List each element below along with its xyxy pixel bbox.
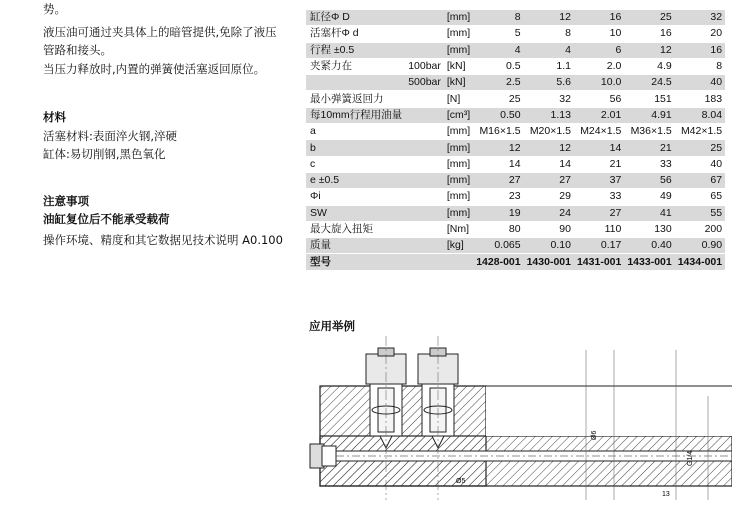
spec-sublabel (405, 140, 444, 155)
spec-value: 24 (524, 206, 574, 221)
spec-value: 14 (508, 157, 521, 170)
spec-value: 6 (574, 43, 624, 58)
spec-value: 12 (624, 43, 674, 58)
spec-label: Φi (310, 190, 321, 203)
spec-value: 29 (559, 190, 571, 203)
spec-value: 4 (524, 43, 574, 58)
notes-line: 操作环境、精度和其它数据见技术说明 A0.100 (43, 232, 283, 247)
spec-value: M20×1.5 (529, 125, 571, 138)
spec-sublabel (405, 238, 444, 253)
spec-value: 56 (624, 173, 674, 188)
spec-label: e ±0.5 (306, 173, 405, 188)
spec-row (306, 26, 725, 41)
intro-line: 液压油可通过夹具体上的暗管提供,免除了液压 (43, 24, 277, 39)
spec-label: 缸径Φ D (306, 10, 405, 25)
spec-sublabel: 100bar (408, 60, 441, 73)
spec-row (306, 43, 725, 58)
spec-value: 40 (675, 75, 725, 90)
spec-value: 27 (473, 173, 523, 188)
spec-value: 16 (660, 27, 672, 40)
spec-label: 夹紧力在 (310, 60, 352, 73)
spec-label: a (310, 125, 316, 138)
intro-line: 当压力释放时,内置的弹簧使活塞返回原位。 (43, 61, 266, 76)
model-number: 1431-001 (574, 254, 624, 269)
spec-unit: [kg] (444, 238, 473, 253)
model-number: 1428-001 (473, 254, 523, 269)
spec-value: 90 (559, 223, 571, 235)
spec-value: 8 (716, 60, 723, 73)
spec-label: b (306, 140, 405, 155)
spec-value: 2.5 (473, 75, 523, 90)
spec-row (306, 206, 725, 221)
spec-value: 10.0 (574, 75, 624, 90)
spec-sublabel (405, 108, 444, 123)
model-label: 型号 (306, 254, 473, 269)
spec-unit: [kN] (446, 60, 466, 73)
spec-table (306, 9, 725, 271)
spec-value: 33 (660, 157, 672, 170)
spec-value: 0.10 (524, 238, 574, 253)
spec-value: M42×1.5 (680, 125, 723, 138)
spec-value: 1.13 (524, 108, 574, 123)
spec-value: 32 (559, 92, 571, 105)
spec-value: 16 (675, 43, 725, 58)
spec-value: 21 (624, 140, 674, 155)
spec-label: 行程 ±0.5 (306, 43, 405, 58)
spec-row (306, 173, 725, 188)
spec-value: 8 (473, 10, 523, 25)
dim-13: 13 (662, 491, 670, 498)
model-number: 1430-001 (524, 254, 574, 269)
materials-line: 活塞材料:表面淬火钢,淬硬 (43, 128, 178, 143)
spec-unit: [mm] (446, 157, 471, 170)
intro-line: 管路和接头。 (43, 43, 112, 57)
spec-row (306, 189, 725, 204)
spec-value: 32 (675, 10, 725, 25)
spec-value: 33 (609, 190, 622, 203)
spec-value: 2.0 (606, 60, 622, 73)
spec-value: 200 (704, 223, 723, 235)
spec-row (306, 222, 725, 237)
model-number: 1433-001 (624, 254, 674, 269)
spec-sublabel (405, 124, 444, 139)
model-row (306, 254, 725, 269)
spec-sublabel (405, 189, 444, 204)
spec-sublabel (405, 173, 444, 188)
spec-value: 27 (524, 173, 574, 188)
spec-sublabel (405, 222, 444, 237)
spec-sublabel (405, 157, 444, 172)
warning-text: 油缸复位后不能承受载荷 (43, 212, 170, 226)
spec-value: 19 (473, 206, 523, 221)
spec-value: 41 (624, 206, 674, 221)
spec-row (306, 124, 725, 139)
spec-sublabel (405, 91, 444, 106)
spec-row (306, 238, 725, 253)
spec-value: 16 (574, 10, 624, 25)
spec-value: 4.91 (624, 108, 674, 123)
spec-unit: [N] (446, 92, 461, 105)
spec-value: 4 (473, 43, 523, 58)
spec-value: 10 (609, 27, 622, 40)
spec-unit: [mm] (446, 27, 471, 40)
spec-label: 活塞杆Φ d (310, 27, 359, 40)
spec-value: M16×1.5 (479, 125, 521, 138)
spec-value: 8 (565, 27, 571, 40)
spec-label: 最大旋入扭矩 (310, 223, 373, 235)
spec-value: 0.17 (574, 238, 624, 253)
dim-d6: Ø6 (591, 430, 598, 440)
spec-row (306, 75, 725, 90)
spec-value: 12 (473, 140, 523, 155)
spec-value: 37 (574, 173, 624, 188)
spec-unit: [mm] (444, 206, 473, 221)
intro-line: 势。 (43, 2, 66, 16)
spec-row (306, 10, 725, 25)
spec-value: 25 (508, 92, 521, 105)
dim-d5: Ø5 (456, 478, 466, 485)
spec-unit: [mm] (446, 190, 471, 203)
spec-value: 0.90 (675, 238, 725, 253)
spec-row (306, 140, 725, 155)
spec-value: 20 (710, 27, 723, 40)
spec-value: M36×1.5 (630, 125, 672, 138)
spec-value: 12 (524, 140, 574, 155)
spec-sublabel (405, 43, 444, 58)
spec-label: 每10mm行程用油量 (306, 108, 405, 123)
model-number: 1434-001 (675, 254, 725, 269)
spec-value: 0.40 (624, 238, 674, 253)
spec-value: 27 (574, 206, 624, 221)
spec-value: M24×1.5 (580, 125, 622, 138)
spec-row (306, 157, 725, 172)
spec-value: 5.6 (524, 75, 574, 90)
spec-value: 49 (660, 190, 672, 203)
spec-value: 151 (654, 92, 672, 105)
spec-label (306, 75, 405, 90)
spec-unit: [Nm] (446, 223, 470, 235)
spec-value: 21 (609, 157, 622, 170)
dim-g14: G1/4 (687, 450, 694, 466)
application-drawing (296, 336, 732, 500)
spec-value: 80 (508, 223, 521, 235)
spec-value: 55 (675, 206, 725, 221)
spec-value: 0.5 (505, 60, 521, 73)
spec-value: 25 (624, 10, 674, 25)
spec-value: 14 (574, 140, 624, 155)
spec-label: 质量 (306, 238, 405, 253)
spec-value: 1.1 (556, 60, 571, 73)
materials-line: 缸体:易切削钢,黑色氧化 (43, 147, 166, 161)
spec-sublabel (405, 10, 444, 25)
spec-value: 23 (508, 190, 521, 203)
spec-sublabel (405, 26, 444, 41)
notes-heading: 注意事项 (43, 193, 89, 208)
spec-value: 14 (559, 157, 571, 170)
spec-value: 8.04 (675, 108, 725, 123)
application-heading: 应用举例 (309, 319, 355, 333)
spec-value: 130 (654, 223, 672, 235)
spec-value: 4.9 (657, 60, 672, 73)
spec-unit: [kN] (444, 75, 473, 90)
spec-value: 56 (609, 92, 622, 105)
spec-unit: [cm³] (444, 108, 473, 123)
spec-unit: [mm] (444, 43, 473, 58)
spec-unit: [mm] (444, 140, 473, 155)
spec-label: c (310, 157, 316, 170)
spec-value: 2.01 (574, 108, 624, 123)
spec-value: 67 (675, 173, 725, 188)
spec-value: 0.50 (473, 108, 523, 123)
spec-value: 5 (514, 27, 521, 40)
spec-unit: [mm] (444, 10, 473, 25)
spec-label: SW (306, 206, 405, 221)
spec-value: 110 (604, 223, 622, 235)
spec-label: 最小弹簧返回力 (310, 92, 384, 105)
spec-row (306, 91, 725, 106)
spec-unit: [mm] (446, 125, 471, 138)
spec-row (306, 59, 725, 74)
spec-value: 12 (524, 10, 574, 25)
spec-value: 40 (710, 157, 723, 170)
spec-sublabel: 500bar (405, 75, 444, 90)
spec-value: 65 (710, 190, 723, 203)
spec-value: 0.065 (473, 238, 523, 253)
spec-sublabel (405, 206, 444, 221)
description-column (43, 0, 303, 249)
spec-value: 24.5 (624, 75, 674, 90)
spec-value: 25 (675, 140, 725, 155)
spec-unit: [mm] (444, 173, 473, 188)
materials-heading: 材料 (43, 110, 66, 124)
spec-row (306, 108, 725, 123)
spec-value: 183 (704, 92, 723, 105)
